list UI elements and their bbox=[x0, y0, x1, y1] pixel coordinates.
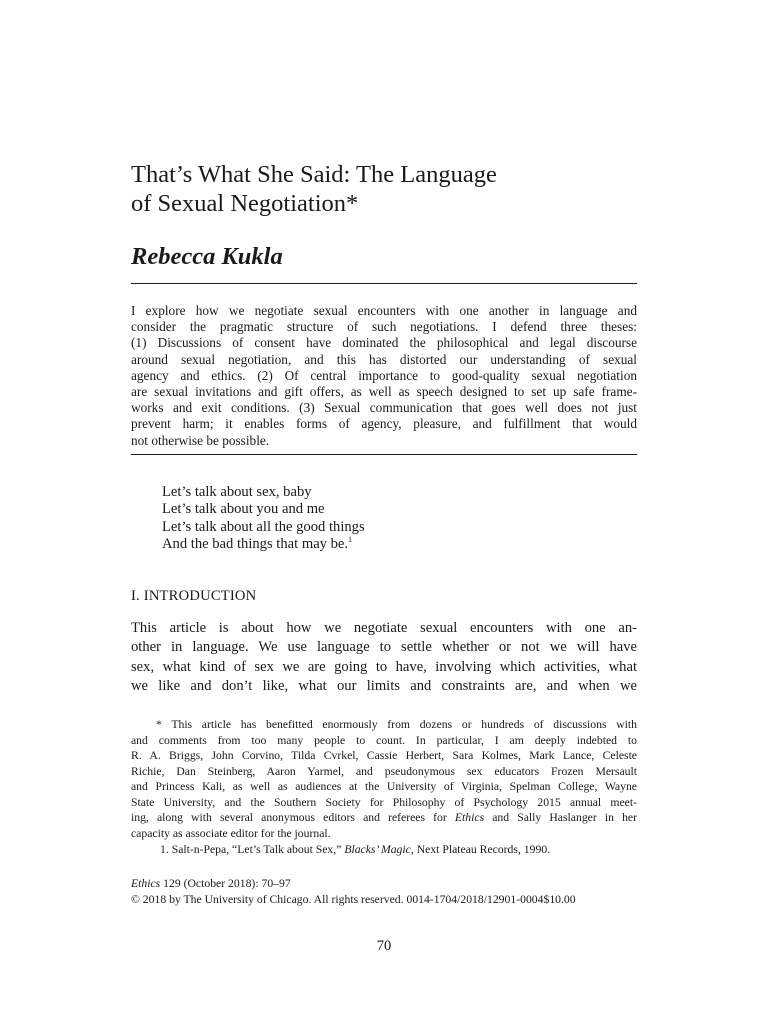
footnote-text: , Next Plateau Records, 1990. bbox=[410, 843, 551, 856]
section-heading: I. INTRODUCTION bbox=[131, 588, 257, 604]
footnote-line: capacity as associate editor for the journal. bbox=[131, 826, 331, 840]
footnote-line: R. A. Briggs, John Corvino, Tilda Cvrkel, Cassie Herbert, Sara Kolmes, Mark Lance, Celeste bbox=[131, 749, 637, 762]
abstract-line: around sexual negotiation, and this has distorted our understanding of sexual bbox=[131, 351, 637, 367]
journal-citation bbox=[131, 876, 637, 907]
body-line: This article is about how we negotiate sexual encounters with one an- bbox=[131, 620, 637, 636]
citation-issue: 129 (October 2018): 70–97 bbox=[160, 877, 291, 890]
abstract-bottom-rule bbox=[131, 454, 637, 455]
body-line: we like and don’t like, what our limits and constraints are, and when we bbox=[131, 677, 637, 694]
title-line: That’s What She Said: The Language bbox=[131, 161, 497, 188]
footnotes bbox=[131, 717, 637, 858]
abstract-line: are sexual invitations and gift offers, as well as speech designed to set up safe frame- bbox=[131, 384, 637, 400]
footnote-1 bbox=[131, 842, 637, 858]
epigraph-line: Let’s talk about sex, baby bbox=[162, 484, 312, 500]
album-title: Blacks’ Magic bbox=[344, 843, 411, 856]
abstract-line: works and exit conditions. (3) Sexual communication that goes well does not just bbox=[131, 400, 637, 416]
citation-line bbox=[131, 876, 637, 892]
epigraph-line bbox=[162, 536, 365, 553]
footnote-line: State University, and the Southern Society for Philosophy of Psychology 2015 annual meet- bbox=[131, 795, 637, 809]
abstract-line: not otherwise be possible. bbox=[131, 432, 270, 448]
footnote-text: and Sally Haslanger in her bbox=[484, 811, 637, 824]
abstract-line: consider the pragmatic structure of such negotiations. I defend three theses: bbox=[131, 319, 637, 335]
abstract-line: agency and ethics. (2) Of central importance to good-quality sexual negotiation bbox=[131, 367, 637, 383]
page-number: 70 bbox=[376, 938, 392, 954]
epigraph-line-text: And the bad things that may be. bbox=[162, 535, 349, 552]
footnote-line bbox=[131, 810, 637, 826]
journal-page bbox=[131, 0, 637, 1024]
title-line: of Sexual Negotiation* bbox=[131, 190, 359, 217]
article-title bbox=[131, 160, 637, 218]
journal-name: Ethics bbox=[131, 877, 161, 890]
abstract-line: prevent harm; it enables forms of agency, pleasure, and fulfillment that would bbox=[131, 416, 637, 432]
abstract-top-rule bbox=[131, 283, 637, 284]
abstract bbox=[131, 303, 637, 449]
body-line: sex, what kind of sex we are going to have, involving which activities, what bbox=[131, 658, 637, 675]
journal-name: Ethics bbox=[454, 811, 485, 824]
body-line: other in language. We use language to settle whether or not we will have bbox=[131, 639, 637, 656]
epigraph-line: Let’s talk about all the good things bbox=[162, 518, 365, 535]
footnote-line: Richie, Dan Steinberg, Aaron Yarmel, and pseudonymous sex educators Frozen Mersault bbox=[131, 764, 637, 778]
abstract-line: (1) Discussions of consent have dominated the philosophical and legal discourse bbox=[131, 335, 637, 351]
body-text bbox=[131, 619, 637, 696]
footnote-marker[interactable]: 1 bbox=[348, 535, 353, 545]
footnote-text: 1. Salt-n-Pepa, “Let’s Talk about Sex,” bbox=[160, 843, 345, 856]
epigraph bbox=[162, 484, 365, 553]
epigraph-line: Let’s talk about you and me bbox=[162, 501, 325, 518]
footnote-text: ing, along with several anonymous editors and referees for bbox=[131, 811, 455, 824]
copyright-line: © 2018 by The University of Chicago. All rights reserved. 0014-1704/2018/12901-0004$10.00 bbox=[131, 892, 576, 906]
abstract-line: I explore how we negotiate sexual encounters with one another in language and bbox=[131, 303, 637, 318]
footnote-line: * This article has benefitted enormously from dozens or hundreds of discussions with bbox=[156, 718, 637, 731]
author-name: Rebecca Kukla bbox=[131, 243, 283, 270]
footnote-line: and comments from too many people to count. In particular, I am deeply indebted to bbox=[131, 733, 637, 747]
footnote-line: and Princess Kali, as well as audiences at the University of Virginia, Spelman College, Wayne bbox=[131, 780, 637, 793]
